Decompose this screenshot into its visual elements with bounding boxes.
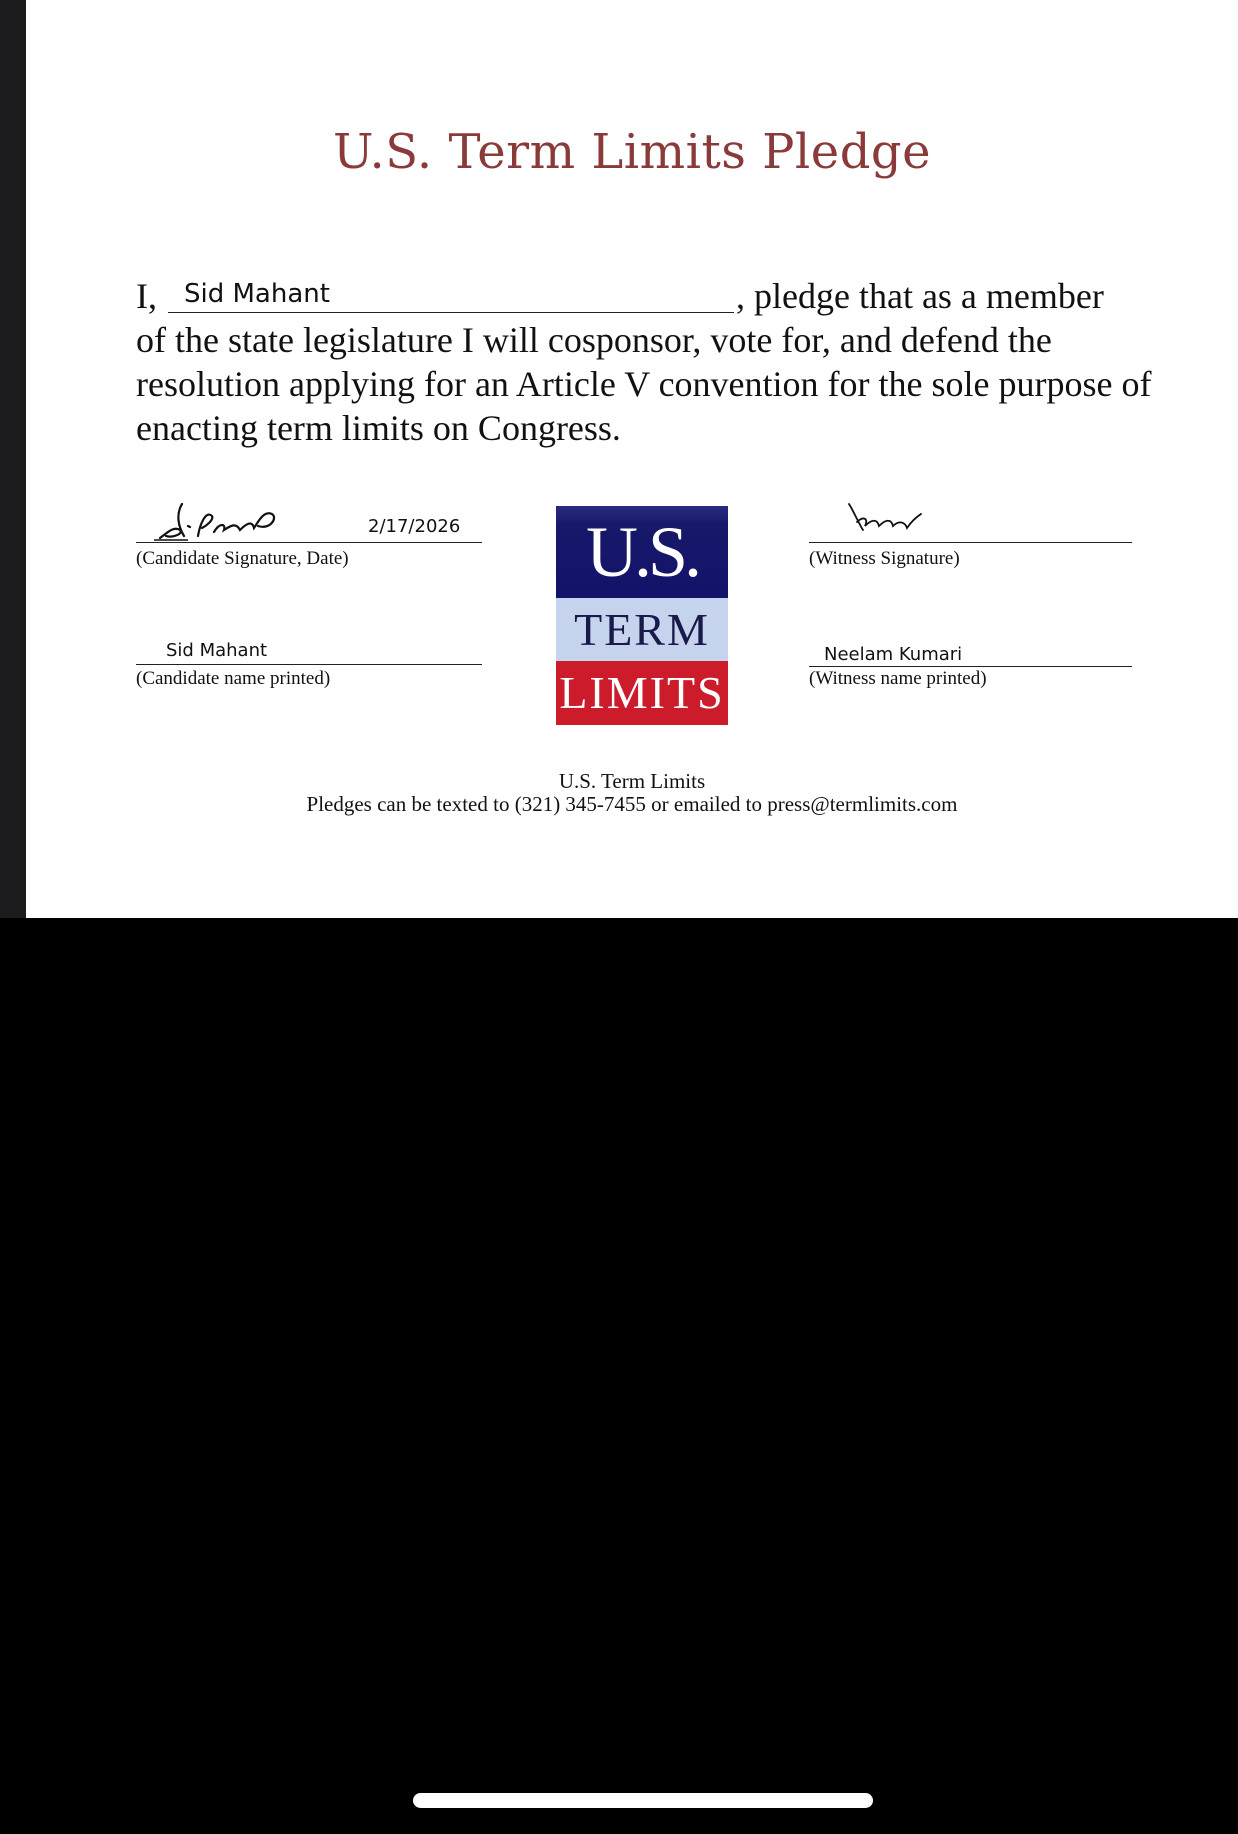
- pledge-prefix: I,: [136, 276, 157, 316]
- logo-term: TERM: [556, 598, 728, 661]
- witness-signature-image: [845, 500, 925, 540]
- candidate-printed-name-field[interactable]: Sid Mahant: [166, 640, 268, 661]
- logo-us: U.S.: [556, 506, 728, 598]
- witness-printed-name-field[interactable]: Neelam Kumari: [824, 644, 963, 665]
- candidate-signature-date-field[interactable]: 2/17/2026: [368, 516, 461, 537]
- pledge-first-line: [136, 274, 1156, 318]
- pledge-document-page: [26, 0, 1238, 918]
- left-edge-strip: [0, 0, 26, 918]
- candidate-name-line[interactable]: [136, 664, 482, 665]
- candidate-name-block: [136, 636, 482, 696]
- pledge-body: of the state legislature I will cosponsor, vote for, and defend the resolution applying for an Article V convention for the sole purpose of enacting term limits on Congress.: [136, 320, 1152, 448]
- witness-signature-caption: (Witness Signature): [809, 548, 960, 569]
- candidate-signature-caption: (Candidate Signature, Date): [136, 548, 349, 569]
- pledge-text: [136, 274, 1156, 450]
- witness-name-line[interactable]: [809, 666, 1132, 667]
- witness-signature-line[interactable]: [809, 542, 1132, 543]
- candidate-signature-image: [154, 496, 284, 542]
- candidate-signature-block: [136, 496, 482, 576]
- candidate-name-field[interactable]: Sid Mahant: [184, 279, 330, 309]
- candidate-signature-line[interactable]: [136, 542, 482, 543]
- candidate-name-caption: (Candidate name printed): [136, 668, 331, 689]
- logo-limits: LIMITS: [556, 661, 728, 725]
- witness-signature-block: [809, 496, 1132, 576]
- footer-contact: Pledges can be texted to (321) 345-7455 or emailed to press@termlimits.com: [306, 792, 958, 816]
- witness-name-block: [809, 636, 1132, 696]
- witness-name-caption: (Witness name printed): [809, 668, 987, 689]
- pledge-line1-suffix: , pledge that as a member: [736, 276, 1104, 316]
- document-title: U.S. Term Limits Pledge: [332, 124, 932, 180]
- footer-org: U.S. Term Limits: [558, 769, 706, 793]
- home-indicator-bar[interactable]: [413, 1793, 873, 1808]
- us-term-limits-logo: [556, 506, 728, 725]
- document-footer: [26, 770, 1238, 816]
